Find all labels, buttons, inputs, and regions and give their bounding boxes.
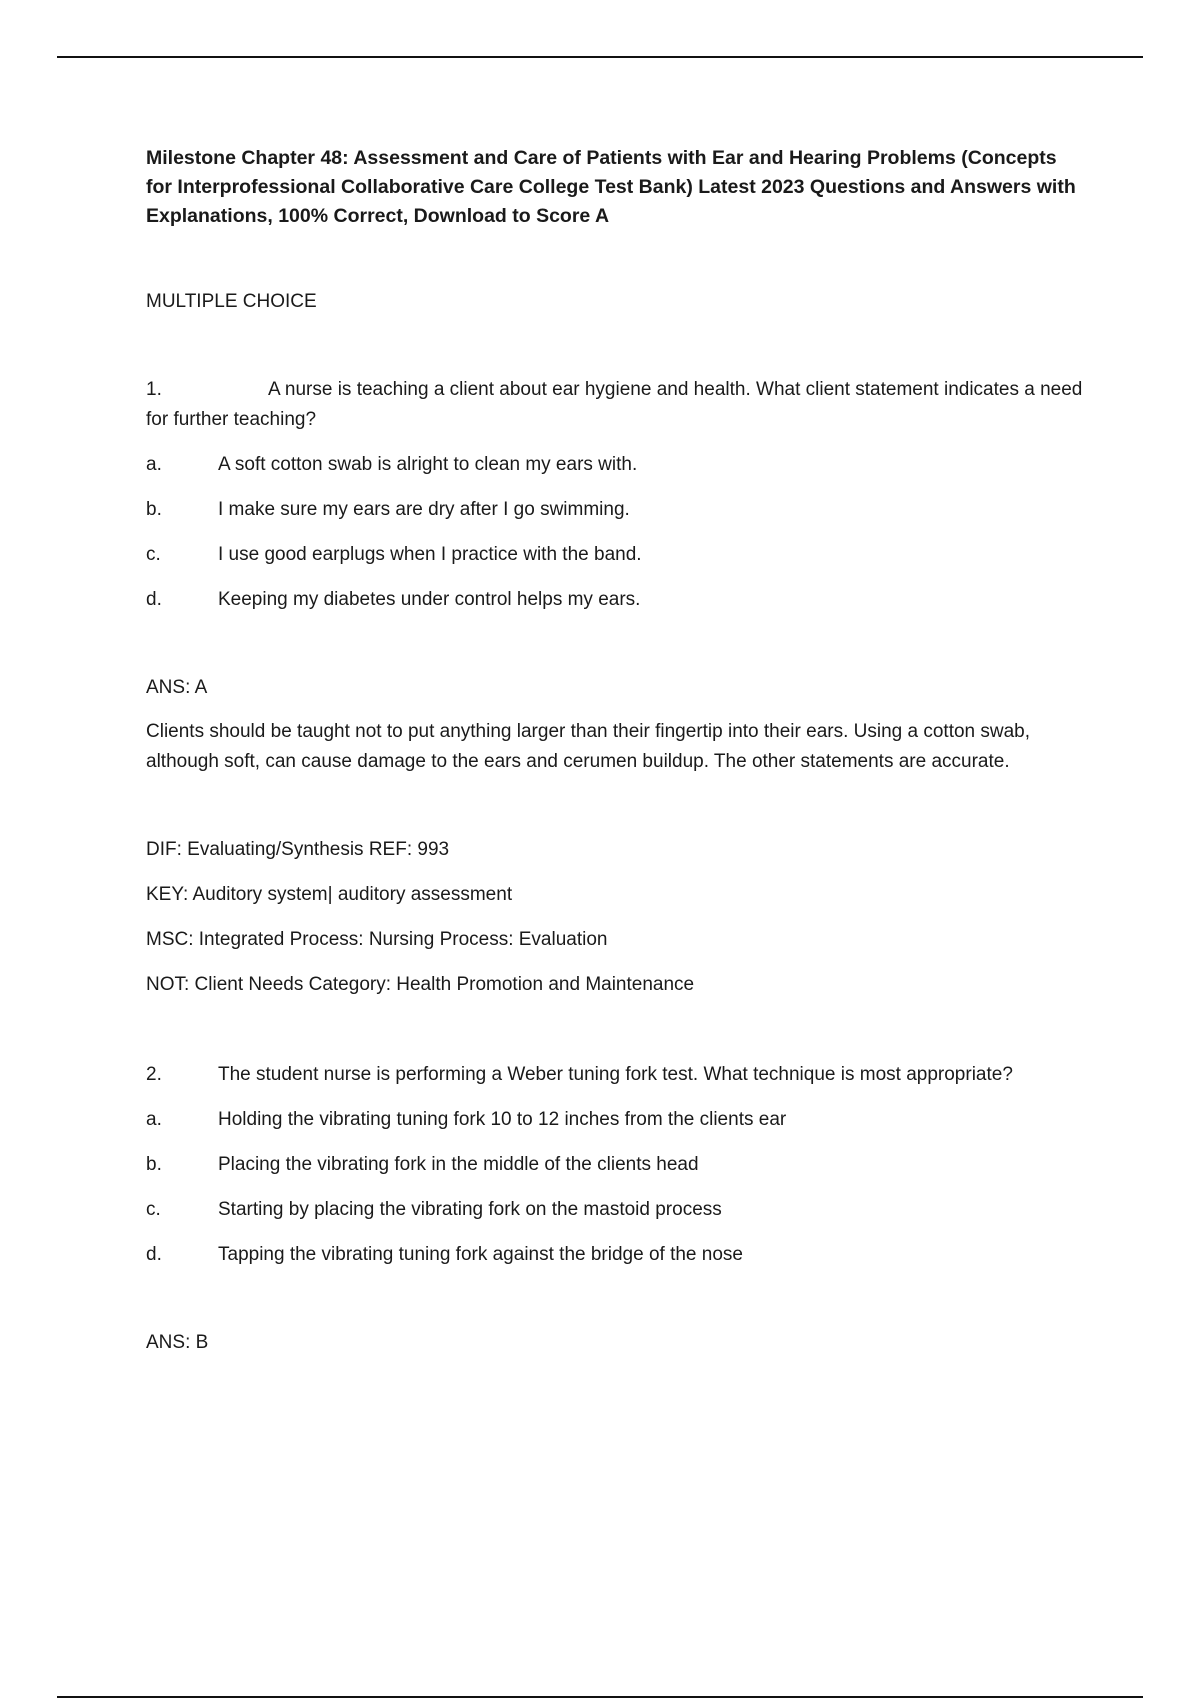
msc-category: MSC: Integrated Process: Nursing Process: Evaluation bbox=[146, 929, 608, 950]
choice-text: Tapping the vibrating tuning fork against the bridge of the nose bbox=[218, 1244, 743, 1265]
choice-text: Holding the vibrating tuning fork 10 to 12 inches from the clients ear bbox=[218, 1109, 787, 1130]
answer-choice bbox=[146, 495, 1086, 525]
choice-text: Starting by placing the vibrating fork on the mastoid process bbox=[218, 1199, 722, 1220]
question-stem bbox=[146, 375, 1086, 435]
keywords: KEY: Auditory system| auditory assessment bbox=[146, 884, 513, 905]
question-stem bbox=[146, 1060, 1086, 1090]
choice-text: Placing the vibrating fork in the middle of the clients head bbox=[218, 1154, 699, 1175]
question-1 bbox=[146, 375, 1086, 1000]
choice-letter: b. bbox=[146, 499, 162, 520]
difficulty-reference: DIF: Evaluating/Synthesis REF: 993 bbox=[146, 839, 450, 860]
choice-text: I use good earplugs when I practice with the band. bbox=[218, 544, 642, 565]
answer-choice bbox=[146, 585, 1086, 615]
choice-letter: a. bbox=[146, 454, 162, 475]
rationale: Clients should be taught not to put anything larger than their fingertip into their ears. Using a cotton swab, although soft, can cause damage to the ears and cerumen buildup. The other statements are accurate. bbox=[146, 721, 1031, 772]
answer-choice bbox=[146, 540, 1086, 570]
choice-text: A soft cotton swab is alright to clean my ears with. bbox=[218, 454, 638, 475]
bottom-rule bbox=[57, 1696, 1143, 1698]
question-text: The student nurse is performing a Weber tuning fork test. What technique is most appropriate? bbox=[218, 1064, 1013, 1085]
question-number: 1. bbox=[146, 379, 162, 400]
document-title: Milestone Chapter 48: Assessment and Care of Patients with Ear and Hearing Problems (Concepts for Interprofessional Collaborative Care College Test Bank) Latest 2023 Questions and Answers with Explanations, 100% Correct, Download to Score A bbox=[146, 147, 1076, 227]
answer-choice bbox=[146, 1240, 1086, 1270]
question-number: 2. bbox=[146, 1064, 162, 1085]
question-text: A nurse is teaching a client about ear hygiene and health. What client statement indicates a need for further teaching? bbox=[146, 379, 1083, 430]
choice-letter: a. bbox=[146, 1109, 162, 1130]
client-needs-category: NOT: Client Needs Category: Health Promotion and Maintenance bbox=[146, 974, 695, 995]
answer-choice bbox=[146, 1105, 1086, 1135]
section-heading: MULTIPLE CHOICE bbox=[146, 291, 317, 312]
choice-letter: d. bbox=[146, 1244, 162, 1265]
answer-key: ANS: A bbox=[146, 677, 208, 698]
answer-choice bbox=[146, 450, 1086, 480]
choice-letter: d. bbox=[146, 589, 162, 610]
choice-letter: b. bbox=[146, 1154, 162, 1175]
choice-letter: c. bbox=[146, 1199, 161, 1220]
answer-choice bbox=[146, 1195, 1086, 1225]
choice-letter: c. bbox=[146, 544, 161, 565]
answer-key: ANS: B bbox=[146, 1332, 209, 1353]
choice-text: Keeping my diabetes under control helps my ears. bbox=[218, 589, 641, 610]
answer-choice bbox=[146, 1150, 1086, 1180]
choice-text: I make sure my ears are dry after I go swimming. bbox=[218, 499, 630, 520]
document-body bbox=[146, 144, 1086, 1358]
top-rule bbox=[57, 56, 1143, 58]
question-2 bbox=[146, 1060, 1086, 1358]
